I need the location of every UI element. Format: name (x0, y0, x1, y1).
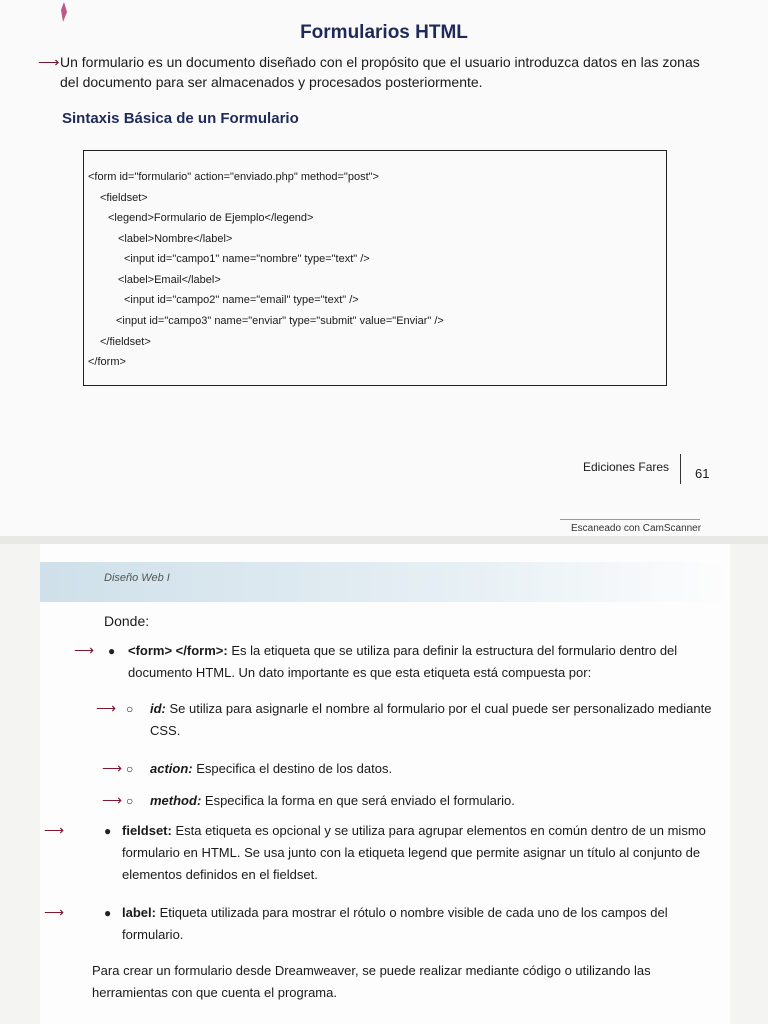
code-line: <legend>Formulario de Ejemplo</legend> (108, 212, 314, 224)
handwritten-arrow-icon: ⟶ (102, 792, 123, 808)
page-title: Formularios HTML (300, 22, 468, 43)
scan-divider (560, 519, 700, 520)
code-line: <label>Email</label> (118, 274, 221, 286)
handwritten-arrow-icon: ⟶ (44, 822, 65, 838)
circle-bullet-icon: ○ (126, 794, 134, 808)
item-fieldset: fieldset: Esta etiqueta es opcional y se utiliza para agrupar elementos en común dentro de un mismo formulario en HTML. Se usa junto con la etiqueta legend que permite asignar un título al conjunto de elementos definidos en el fieldset. (122, 823, 706, 882)
donde-label: Donde: (104, 613, 150, 629)
bullet-icon: ● (104, 824, 112, 838)
bullet-icon: ● (104, 906, 112, 920)
code-line: <label>Nombre</label> (118, 233, 233, 245)
handwritten-arrow-icon: ⟶ (38, 54, 60, 71)
page-gap (0, 536, 768, 544)
code-line: <input id="campo1" name="nombre" type="text" /> (124, 253, 370, 265)
intro-paragraph: Un formulario es un documento diseñado con el propósito que el usuario introduzca datos en las zonas del documento para ser almacenados y procesados posteriormente. (60, 54, 700, 90)
handwritten-arrow-icon: ⟶ (74, 642, 95, 658)
section-subheading: Sintaxis Básica de un Formulario (62, 110, 299, 127)
handwritten-arrow-icon: ⟶ (102, 760, 123, 776)
scanner-watermark: Escaneado con CamScanner (571, 523, 702, 534)
bullet-icon: ● (108, 644, 116, 658)
scanned-page-62 (40, 544, 730, 1024)
code-line: <input id="campo2" name="email" type="text" /> (124, 294, 359, 306)
circle-bullet-icon: ○ (126, 702, 134, 716)
item-method: method: Especifica la forma en que será enviado el formulario. (150, 793, 515, 808)
closing-paragraph: Para crear un formulario desde Dreamweaver, se puede realizar mediante código o utilizando las herramientas con que cuenta el programa. (92, 963, 651, 1000)
publisher-name: Ediciones Fares (583, 460, 670, 474)
code-line: </fieldset> (100, 336, 151, 348)
item-action: action: Especifica el destino de los datos. (150, 761, 393, 776)
code-example-box (83, 150, 667, 386)
handwritten-arrow-icon: ⟶ (44, 904, 65, 920)
handwritten-arrow-icon: ⟶ (96, 700, 117, 716)
item-form: <form> </form>: Es la etiqueta que se utiliza para definir la estructura del formulario dentro del documento HTML. Un dato importante es que esta etiqueta está compuesta por: (128, 643, 678, 680)
code-line: <fieldset> (100, 192, 148, 204)
code-line: <form id="formulario" action="enviado.php" method="post"> (88, 171, 379, 183)
code-line: <input id="campo3" name="enviar" type="submit" value="Enviar" /> (116, 315, 444, 327)
item-id: id: Se utiliza para asignarle el nombre al formulario por el cual puede ser personalizado mediante CSS. (150, 701, 712, 738)
item-label: label: Etiqueta utilizada para mostrar el rótulo o nombre visible de cada uno de los campos del formulario. (122, 905, 668, 942)
running-header: Diseño Web I (104, 572, 170, 584)
circle-bullet-icon: ○ (126, 762, 134, 776)
footer-divider (680, 454, 681, 484)
code-line: </form> (88, 356, 126, 368)
pen-mark-icon (58, 2, 70, 24)
page-number: 61 (695, 466, 710, 481)
